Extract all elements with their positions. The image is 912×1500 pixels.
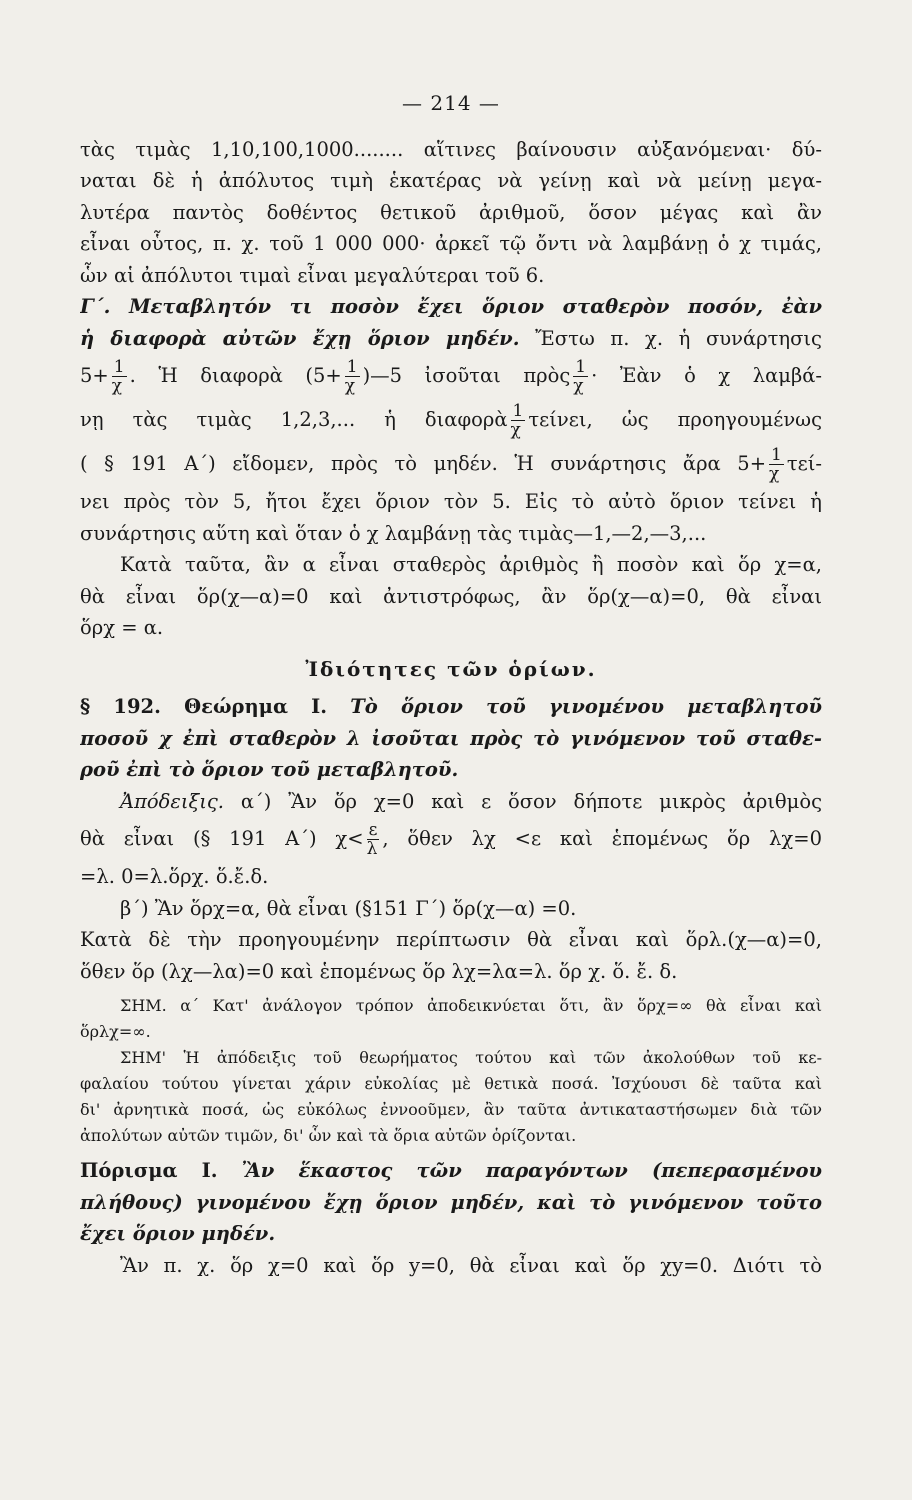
formula-line xyxy=(80,354,822,398)
text-span: ( § 191 Α΄) εἴδομεν, πρὸς τὸ μηδέν. Ἡ συνάρτησις ἄρα 5+ xyxy=(80,452,767,475)
denominator: χ xyxy=(769,464,780,484)
text-line: =λ. 0=λ.ὅρχ. ὅ.ἔ.δ. xyxy=(80,865,269,888)
formula-line xyxy=(80,442,822,486)
corollary-label: Πόρισμα Ι. xyxy=(80,1159,242,1182)
text-span: )—5 ἰσοῦται πρὸς xyxy=(362,364,571,387)
denominator: χ xyxy=(573,376,584,396)
numerator: 1 xyxy=(512,401,524,421)
text-line: ὅθεν ὅρ (λχ—λα)=0 καὶ ἑπομένως ὅρ λχ=λα=λ. ὅρ χ. ὅ. ἔ. δ. xyxy=(80,959,678,983)
theorem-line xyxy=(80,691,822,723)
text-line: ναται δὲ ἡ ἀπόλυτος τιμὴ ἑκατέρας νὰ γείνῃ καὶ νὰ μείνῃ μεγα- xyxy=(80,169,822,192)
text-span: α΄) Ἂν ὅρ χ=0 καὶ ε ὅσον δήποτε μικρὸς ἀριθμὸς xyxy=(224,789,822,813)
fraction xyxy=(769,446,784,483)
note-line: ΣΗΜ. α΄ Κατ' ἀνάλογον τρόπον ἀποδεικνύεται ὅτι, ἂν ὅρχ=∞ θὰ εἶναι καὶ xyxy=(120,996,822,1015)
fraction xyxy=(511,402,526,439)
text-line: ὧν αἱ ἀπόλυτοι τιμαὶ εἶναι μεγαλύτεραι τοῦ 6. xyxy=(80,263,545,287)
fraction xyxy=(573,358,588,395)
text-span: θὰ εἶναι (§ 191 Α΄) χ< xyxy=(80,827,364,850)
text-line: νει πρὸς τὸν 5, ἤτοι ἔχει ὅριον τὸν 5. Εἰς τὸ αὐτὸ ὅριον τείνει ἡ xyxy=(80,490,822,513)
page-number: — 214 — xyxy=(402,91,500,115)
denominator: χ xyxy=(344,376,356,396)
numerator: 1 xyxy=(771,445,782,465)
text-span: . Ἡ διαφορὰ (5+ xyxy=(129,364,342,387)
text-line: Κατὰ ταῦτα, ἂν α εἶναι σταθερὸς ἀριθμὸς ἢ ποσὸν καὶ ὅρ χ=α, xyxy=(120,553,822,576)
corollary-line: ἔχει ὅριον μηδέν. xyxy=(80,1222,276,1245)
theorem-line: ροῦ ἐπὶ τὸ ὅριον τοῦ μεταβλητοῦ. xyxy=(80,758,459,781)
formula-line xyxy=(80,398,822,442)
denominator: λ xyxy=(366,839,378,859)
theorem-label: § 192. Θεώρημα Ι. xyxy=(80,695,351,718)
text-line: Κατὰ δὲ τὴν προηγουμένην περίπτωσιν θὰ εἶναι καὶ ὅρλ.(χ—α)=0, xyxy=(80,928,822,951)
note-line: φαλαίου τούτου γίνεται χάριν εὐκολίας μὲ θετικὰ ποσά. Ἰσχύουσι δὲ ταῦτα καὶ xyxy=(80,1074,822,1093)
text-line: β΄) Ἂν ὅρχ=α, θὰ εἶναι (§151 Γ΄) ὅρ(χ—α) =0. xyxy=(120,896,577,920)
numerator: ε xyxy=(368,820,378,840)
fraction xyxy=(345,358,360,395)
corollary-line xyxy=(80,1155,822,1187)
section-heading: Ἰδιότητες τῶν ὁρίων. xyxy=(305,656,597,681)
text-line: Ἂν π. χ. ὅρ χ=0 καὶ ὅρ y=0, θὰ εἶναι καὶ ὅρ χy=0. Διότι τὸ xyxy=(120,1253,822,1277)
definition-line: Γ΄. Μεταβλητόν τι ποσὸν ἔχει ὅριον σταθερὸν ποσόν, ἐὰν xyxy=(80,295,822,318)
text-line: εἶναι οὗτος, π. χ. τοῦ 1 000 000· ἀρκεῖ τῷ ὄντι νὰ λαμβάνῃ ὁ χ τιμάς, xyxy=(80,232,822,255)
note-line: δι' ἀρνητικὰ ποσά, ὡς εὐκόλως ἐννοοῦμεν, ἂν ταῦτα ἀντικαταστήσωμεν διὰ τῶν xyxy=(80,1100,822,1119)
book-page xyxy=(80,88,822,1281)
text-span: , ὅθεν λχ <ε καὶ ἑπομένως ὅρ λχ=0 xyxy=(382,827,822,850)
text-span: νῃ τὰς τιμὰς 1,2,3,... ἡ διαφορὰ xyxy=(80,408,508,431)
denominator: χ xyxy=(111,376,123,396)
text-line xyxy=(80,786,822,818)
text-line: λυτέρα παντὸς δοθέντος θετικοῦ ἀριθμοῦ, ὅσον μέγας καὶ ἂν xyxy=(80,200,822,224)
fraction xyxy=(112,358,127,395)
note-line: ὅρλχ=∞. xyxy=(80,1022,151,1041)
text-line: θὰ εἶναι ὅρ(χ—α)=0 καὶ ἀντιστρόφως, ἂν ὅρ(χ—α)=0, θὰ εἶναι xyxy=(80,584,822,608)
note-line: ΣΗΜ' Ἡ ἀπόδειξις τοῦ θεωρήματος τούτου καὶ τῶν ἀκολούθων τοῦ κε- xyxy=(120,1048,822,1067)
denominator: χ xyxy=(510,420,521,440)
text-line: τὰς τιμὰς 1,10,100,1000........ αἵτινες βαίνουσιν αὐξανόμεναι· δύ- xyxy=(80,137,822,161)
text-line: συνάρτησις αὕτη καὶ ὅταν ὁ χ λαμβάνῃ τὰς τιμὰς—1,—2,—3,... xyxy=(80,521,707,545)
proof-label: Ἀπόδειξις. xyxy=(120,789,224,813)
text-span: Ἔστω π. χ. ἡ συνάρτησις xyxy=(519,326,822,350)
text-line: ὅρχ = α. xyxy=(80,616,164,639)
text-span: · Ἐὰν ὁ χ λαμβά- xyxy=(591,364,822,387)
text-line xyxy=(80,323,822,355)
text-span: τεί- xyxy=(786,452,822,475)
numerator: 1 xyxy=(346,357,358,377)
text-span: τείνει, ὡς προηγουμένως xyxy=(528,408,822,431)
text-span: 5+ xyxy=(80,364,109,387)
theorem-text: Τὸ ὅριον τοῦ γινομένου μεταβλητοῦ xyxy=(350,695,822,718)
numerator: 1 xyxy=(113,357,125,377)
definition-text: ἡ διαφορὰ αὐτῶν ἔχῃ ὅριον μηδέν. xyxy=(80,326,520,350)
theorem-line: ποσοῦ χ ἐπὶ σταθερὸν λ ἰσοῦται πρὸς τὸ γινόμενον τοῦ σταθε- xyxy=(80,726,822,750)
corollary-line: πλήθους) γινομένου ἔχῃ ὅριον μηδέν, καὶ τὸ γινόμενον τοῦτο xyxy=(80,1190,822,1214)
numerator: 1 xyxy=(575,357,587,377)
fraction xyxy=(367,821,380,858)
formula-line xyxy=(80,817,822,861)
corollary-text: Ἂν ἕκαστος τῶν παραγόντων (πεπερασμένου xyxy=(241,1159,822,1182)
note-line: ἀπολύτων αὐτῶν τιμῶν, δι' ὧν καὶ τὰ ὅρια αὐτῶν ὁρίζονται. xyxy=(80,1126,577,1145)
